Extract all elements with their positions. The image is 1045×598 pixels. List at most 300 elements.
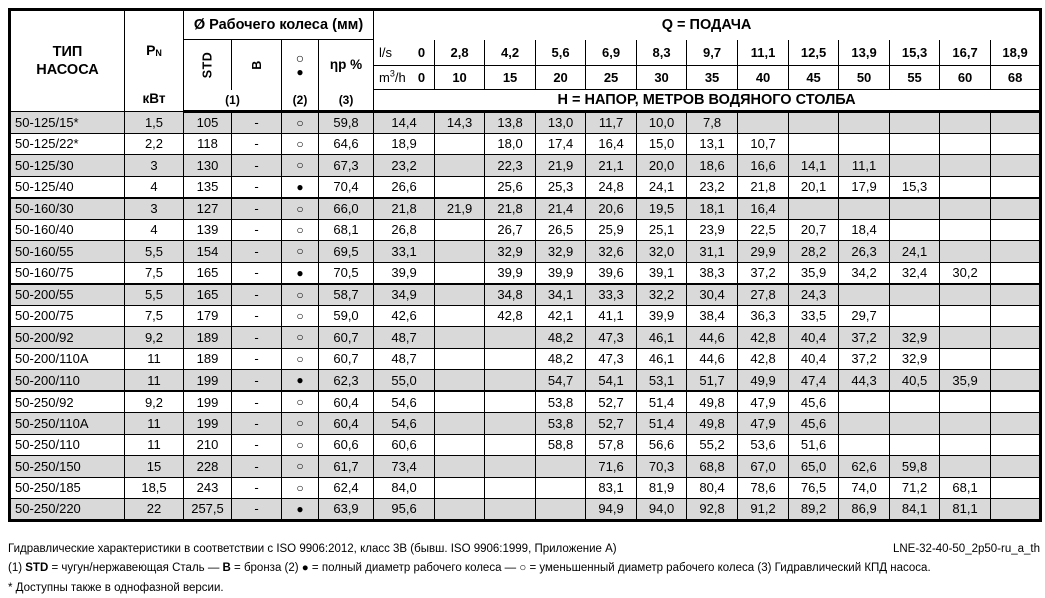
head-cell: 40,4 [789, 348, 839, 370]
head-cell [485, 348, 536, 370]
head-cell [940, 413, 991, 435]
head-cell [839, 413, 890, 435]
note-2-label: (2) [282, 90, 319, 112]
impeller-std-cell: 165 [184, 284, 232, 306]
head-cell [435, 370, 485, 392]
head-cell: 28,2 [789, 241, 839, 263]
head-cell [940, 284, 991, 306]
impeller-variant-cell: ● [282, 499, 319, 521]
impeller-variant-cell: ○ [282, 284, 319, 306]
power-cell: 2,2 [125, 133, 184, 155]
single-phase-note: * Доступны также в однофазной версии. [8, 582, 224, 594]
head-cell [435, 413, 485, 435]
head-cell: 18,4 [839, 219, 890, 241]
head-cell [940, 198, 991, 220]
head-cell: 11,7 [586, 112, 637, 134]
impeller-variant-cell: ● [282, 262, 319, 284]
head-cell: 36,3 [738, 305, 789, 327]
head-cell [789, 133, 839, 155]
full-impeller-icon: ● [296, 64, 304, 79]
head-cell: 40,5 [890, 370, 940, 392]
head-cell: 73,4 [374, 456, 435, 478]
table-row [10, 327, 1041, 349]
efficiency-cell: 63,9 [319, 499, 374, 521]
head-cell [536, 456, 586, 478]
head-cell [940, 219, 991, 241]
pump-type-cell: 50-125/40 [10, 176, 125, 198]
head-cell [435, 241, 485, 263]
head-cell [435, 262, 485, 284]
head-cell: 20,0 [637, 155, 687, 177]
head-cell: 16,6 [738, 155, 789, 177]
head-cell: 21,8 [374, 198, 435, 220]
head-cell [485, 434, 536, 456]
head-cell: 59,8 [890, 456, 940, 478]
table-row [10, 413, 1041, 435]
flow-ls-value: 8,3 [637, 40, 687, 66]
bronze-cell: - [232, 112, 282, 134]
head-cell: 32,9 [890, 348, 940, 370]
note-3-label: (3) [319, 90, 374, 112]
impeller-std-cell: 130 [184, 155, 232, 177]
head-cell: 23,2 [687, 176, 738, 198]
head-cell: 17,4 [536, 133, 586, 155]
flow-ls-value: 12,5 [789, 40, 839, 66]
table-row [10, 391, 1041, 413]
efficiency-cell: 59,8 [319, 112, 374, 134]
impeller-std-cell: 154 [184, 241, 232, 263]
table-row [10, 198, 1041, 220]
head-cell: 21,4 [536, 198, 586, 220]
head-cell: 39,6 [586, 262, 637, 284]
flow-ls-value: 2,8 [435, 40, 485, 66]
head-cell [991, 391, 1041, 413]
head-cell: 62,6 [839, 456, 890, 478]
head-cell: 35,9 [940, 370, 991, 392]
head-cell [890, 133, 940, 155]
head-cell [991, 327, 1041, 349]
head-cell [940, 391, 991, 413]
pump-type-cell: 50-200/110A [10, 348, 125, 370]
head-cell: 18,6 [687, 155, 738, 177]
impeller-diameter-header: Ø Рабочего колеса (мм) [184, 10, 374, 40]
head-cell: 18,0 [485, 133, 536, 155]
head-cell: 22,3 [485, 155, 536, 177]
bronze-cell: - [232, 241, 282, 263]
head-cell [839, 133, 890, 155]
head-cell: 15,0 [637, 133, 687, 155]
impeller-std-cell: 243 [184, 477, 232, 499]
head-cell [940, 176, 991, 198]
head-cell: 10,7 [738, 133, 789, 155]
flow-m3h-value: 15 [485, 66, 536, 90]
head-cell [890, 434, 940, 456]
bronze-cell: - [232, 305, 282, 327]
flow-m3h-value: 60 [940, 66, 991, 90]
head-cell [435, 477, 485, 499]
head-cell: 21,9 [435, 198, 485, 220]
head-cell: 30,2 [940, 262, 991, 284]
head-cell: 95,6 [374, 499, 435, 521]
pump-type-cell: 50-250/185 [10, 477, 125, 499]
head-cell [485, 499, 536, 521]
head-cell: 84,0 [374, 477, 435, 499]
head-cell: 26,7 [485, 219, 536, 241]
head-cell [991, 477, 1041, 499]
head-cell: 46,1 [637, 348, 687, 370]
head-cell [789, 198, 839, 220]
head-cell: 34,2 [839, 262, 890, 284]
efficiency-cell: 70,4 [319, 176, 374, 198]
head-cell [890, 219, 940, 241]
head-cell [940, 305, 991, 327]
head-cell: 47,9 [738, 391, 789, 413]
head-cell: 49,8 [687, 413, 738, 435]
doc-code: LNE-32-40-50_2p50-ru_a_th [892, 543, 1040, 555]
head-cell: 46,1 [637, 327, 687, 349]
head-cell: 42,1 [536, 305, 586, 327]
head-cell [940, 155, 991, 177]
head-cell: 20,6 [586, 198, 637, 220]
head-cell [991, 176, 1041, 198]
flow-ls-value: 13,9 [839, 40, 890, 66]
power-cell: 3 [125, 155, 184, 177]
table-row [10, 477, 1041, 499]
head-cell [435, 327, 485, 349]
pump-type-cell: 50-125/15* [10, 112, 125, 134]
head-cell [991, 133, 1041, 155]
head-cell: 33,5 [789, 305, 839, 327]
pump-type-cell: 50-125/30 [10, 155, 125, 177]
head-cell [435, 305, 485, 327]
head-cell: 78,6 [738, 477, 789, 499]
head-cell: 14,1 [789, 155, 839, 177]
impeller-std-cell: 127 [184, 198, 232, 220]
head-cell: 11,1 [839, 155, 890, 177]
head-cell: 7,8 [687, 112, 738, 134]
head-cell: 25,9 [586, 219, 637, 241]
head-cell: 84,1 [890, 499, 940, 521]
impeller-variant-cell: ○ [282, 155, 319, 177]
head-cell: 57,8 [586, 434, 637, 456]
head-cell [991, 112, 1041, 134]
power-cell: 4 [125, 176, 184, 198]
efficiency-cell: 64,6 [319, 133, 374, 155]
head-cell [991, 284, 1041, 306]
ls-unit-label: l/s [379, 44, 393, 60]
impeller-variant-cell: ○ [282, 413, 319, 435]
head-cell [435, 348, 485, 370]
flow-m3h-label-cell [374, 66, 435, 90]
head-cell: 68,1 [940, 477, 991, 499]
head-cell [940, 456, 991, 478]
flow-header: Q = ПОДАЧА [374, 10, 1041, 40]
efficiency-cell: 59,0 [319, 305, 374, 327]
head-cell: 25,6 [485, 176, 536, 198]
head-cell: 48,7 [374, 348, 435, 370]
impeller-std-cell: 135 [184, 176, 232, 198]
power-cell: 11 [125, 370, 184, 392]
power-cell: 3 [125, 198, 184, 220]
head-cell: 40,4 [789, 327, 839, 349]
head-cell: 42,8 [485, 305, 536, 327]
bronze-cell: - [232, 391, 282, 413]
flow-ls-value: 11,1 [738, 40, 789, 66]
flow-m3h-value: 45 [789, 66, 839, 90]
impeller-std-cell: 199 [184, 413, 232, 435]
efficiency-cell: 69,5 [319, 241, 374, 263]
head-cell: 56,6 [637, 434, 687, 456]
head-cell: 70,3 [637, 456, 687, 478]
head-cell: 21,8 [485, 198, 536, 220]
table-row [10, 284, 1041, 306]
impeller-std-cell: 189 [184, 327, 232, 349]
efficiency-cell: 60,4 [319, 391, 374, 413]
table-row [10, 133, 1041, 155]
impeller-variant-cell: ○ [282, 241, 319, 263]
head-cell [485, 327, 536, 349]
head-cell [435, 155, 485, 177]
head-cell: 13,0 [536, 112, 586, 134]
head-cell: 94,9 [586, 499, 637, 521]
head-cell [991, 262, 1041, 284]
table-row [10, 155, 1041, 177]
head-cell [485, 391, 536, 413]
head-cell: 54,6 [374, 413, 435, 435]
head-cell [435, 133, 485, 155]
head-cell: 53,8 [536, 391, 586, 413]
power-cell: 1,5 [125, 112, 184, 134]
power-unit-label: кВт [142, 91, 166, 106]
head-cell: 39,1 [637, 262, 687, 284]
head-cell: 37,2 [839, 327, 890, 349]
head-cell: 65,0 [789, 456, 839, 478]
head-cell: 32,9 [890, 327, 940, 349]
impeller-std-cell: 228 [184, 456, 232, 478]
flow-m3h-value: 50 [839, 66, 890, 90]
table-body [10, 112, 1041, 521]
pump-type-cell: 50-200/55 [10, 284, 125, 306]
head-cell [890, 198, 940, 220]
head-cell: 34,8 [485, 284, 536, 306]
head-cell: 81,9 [637, 477, 687, 499]
table-row [10, 370, 1041, 392]
head-cell: 48,2 [536, 348, 586, 370]
impeller-std-cell: 105 [184, 112, 232, 134]
impeller-std-cell: 118 [184, 133, 232, 155]
head-cell [435, 499, 485, 521]
head-cell [940, 327, 991, 349]
flow-m3h-value: 68 [991, 66, 1041, 90]
head-cell: 52,7 [586, 413, 637, 435]
head-cell [435, 219, 485, 241]
head-cell: 18,9 [374, 133, 435, 155]
head-cell [991, 370, 1041, 392]
head-cell: 27,8 [738, 284, 789, 306]
head-cell: 32,9 [536, 241, 586, 263]
head-cell: 24,3 [789, 284, 839, 306]
head-cell [940, 434, 991, 456]
head-cell: 24,1 [637, 176, 687, 198]
head-cell: 30,4 [687, 284, 738, 306]
reduced-impeller-icon: ○ [295, 49, 305, 66]
impeller-std-cell: 165 [184, 262, 232, 284]
head-cell: 35,9 [789, 262, 839, 284]
head-cell [839, 434, 890, 456]
flow-ls-value: 15,3 [890, 40, 940, 66]
flow-ls-value: 5,6 [536, 40, 586, 66]
head-cell: 10,0 [637, 112, 687, 134]
pump-type-cell: 50-250/110 [10, 434, 125, 456]
head-cell: 18,1 [687, 198, 738, 220]
power-cell: 7,5 [125, 305, 184, 327]
head-cell: 89,2 [789, 499, 839, 521]
head-cell: 25,1 [637, 219, 687, 241]
head-cell: 33,1 [374, 241, 435, 263]
head-cell: 23,9 [687, 219, 738, 241]
power-cell: 15 [125, 456, 184, 478]
head-cell [435, 456, 485, 478]
table-row [10, 241, 1041, 263]
table-row [10, 262, 1041, 284]
head-cell: 26,8 [374, 219, 435, 241]
power-cell: 9,2 [125, 327, 184, 349]
head-cell [839, 198, 890, 220]
head-cell: 21,9 [536, 155, 586, 177]
head-cell [991, 434, 1041, 456]
head-cell [890, 391, 940, 413]
pump-type-cell: 50-250/220 [10, 499, 125, 521]
bronze-cell: - [232, 456, 282, 478]
pump-type-cell: 50-125/22* [10, 133, 125, 155]
efficiency-cell: 61,7 [319, 456, 374, 478]
head-cell: 74,0 [839, 477, 890, 499]
head-cell: 32,2 [637, 284, 687, 306]
head-cell [485, 477, 536, 499]
flow-ls-label-cell [374, 40, 435, 66]
head-cell: 14,3 [435, 112, 485, 134]
head-cell: 25,3 [536, 176, 586, 198]
head-cell: 71,2 [890, 477, 940, 499]
head-cell [485, 413, 536, 435]
head-cell: 42,8 [738, 327, 789, 349]
head-cell: 22,5 [738, 219, 789, 241]
head-cell: 20,7 [789, 219, 839, 241]
head-cell [991, 198, 1041, 220]
head-cell: 34,9 [374, 284, 435, 306]
table-row [10, 305, 1041, 327]
flow-ls-value: 4,2 [485, 40, 536, 66]
head-header: Н = НАПОР, МЕТРОВ ВОДЯНОГО СТОЛБА [374, 90, 1041, 112]
head-cell [890, 112, 940, 134]
pump-type-header [10, 10, 125, 112]
pump-type-header-line2: НАСОСА [36, 62, 99, 78]
impeller-variant-cell: ○ [282, 391, 319, 413]
impeller-std-cell: 189 [184, 348, 232, 370]
head-cell [890, 305, 940, 327]
head-cell: 21,1 [586, 155, 637, 177]
flow-m3h-value: 20 [536, 66, 586, 90]
head-cell: 68,8 [687, 456, 738, 478]
flow-ls-value: 9,7 [687, 40, 738, 66]
bronze-cell: - [232, 198, 282, 220]
head-cell: 13,1 [687, 133, 738, 155]
head-cell: 32,0 [637, 241, 687, 263]
head-cell [940, 241, 991, 263]
head-cell [991, 499, 1041, 521]
head-cell: 47,3 [586, 327, 637, 349]
head-cell: 34,1 [536, 284, 586, 306]
table-row [10, 176, 1041, 198]
head-cell [991, 155, 1041, 177]
head-cell: 19,5 [637, 198, 687, 220]
head-cell [991, 241, 1041, 263]
head-cell [435, 284, 485, 306]
head-cell [435, 391, 485, 413]
head-cell: 24,8 [586, 176, 637, 198]
bronze-cell: - [232, 327, 282, 349]
head-cell [435, 434, 485, 456]
head-cell: 52,7 [586, 391, 637, 413]
head-cell [435, 176, 485, 198]
flow-m3h-value: 25 [586, 66, 637, 90]
impeller-variant-cell: ○ [282, 348, 319, 370]
efficiency-cell: 68,1 [319, 219, 374, 241]
power-cell: 11 [125, 348, 184, 370]
head-cell: 13,8 [485, 112, 536, 134]
head-cell: 39,9 [536, 262, 586, 284]
table-row [10, 456, 1041, 478]
bronze-cell: - [232, 284, 282, 306]
efficiency-cell: 58,7 [319, 284, 374, 306]
head-cell: 33,3 [586, 284, 637, 306]
head-cell: 47,9 [738, 413, 789, 435]
pump-type-header-line1: ТИП [52, 43, 83, 60]
bronze-cell: - [232, 133, 282, 155]
head-cell: 60,6 [374, 434, 435, 456]
efficiency-cell: 60,7 [319, 327, 374, 349]
head-cell: 38,4 [687, 305, 738, 327]
head-cell: 54,1 [586, 370, 637, 392]
head-cell: 29,7 [839, 305, 890, 327]
impeller-variant-column-header [282, 40, 319, 90]
head-cell: 24,1 [890, 241, 940, 263]
head-cell: 94,0 [637, 499, 687, 521]
power-cell: 9,2 [125, 391, 184, 413]
m3h-zero-value: 0 [417, 70, 426, 85]
flow-ls-value: 18,9 [991, 40, 1041, 66]
head-cell: 47,4 [789, 370, 839, 392]
head-cell: 80,4 [687, 477, 738, 499]
power-cell: 22 [125, 499, 184, 521]
head-cell: 83,1 [586, 477, 637, 499]
bronze-cell: - [232, 413, 282, 435]
table-row [10, 112, 1041, 134]
head-cell [485, 370, 536, 392]
head-cell: 81,1 [940, 499, 991, 521]
bronze-column-header: В [232, 40, 282, 90]
head-cell [940, 348, 991, 370]
head-cell: 16,4 [738, 198, 789, 220]
head-cell: 45,6 [789, 391, 839, 413]
head-cell: 26,6 [374, 176, 435, 198]
bronze-cell: - [232, 262, 282, 284]
head-cell: 38,3 [687, 262, 738, 284]
efficiency-cell: 67,3 [319, 155, 374, 177]
efficiency-cell: 62,3 [319, 370, 374, 392]
head-cell: 54,7 [536, 370, 586, 392]
head-cell: 39,9 [637, 305, 687, 327]
